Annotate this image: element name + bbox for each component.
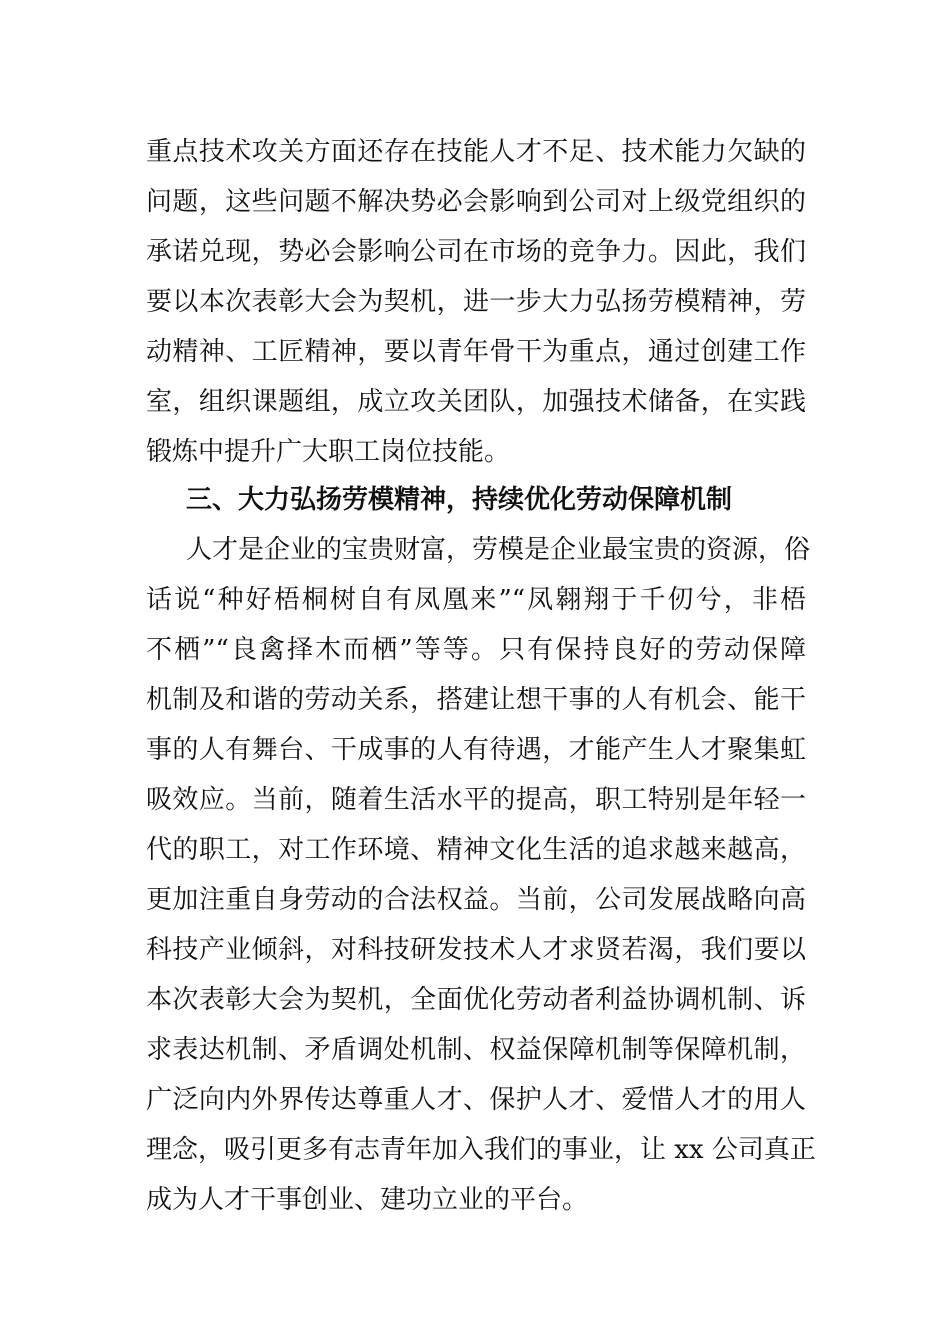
paragraph-line: 代的职工，对工作环境、精神文化生活的追求越来越高， — [146, 835, 806, 865]
paragraph-line: 不栖”“良禽择木而栖”等等。只有保持良好的劳动保障 — [146, 635, 806, 665]
paragraph-line: 室，组织课题组，成立攻关团队，加强技术储备，在实践 — [146, 387, 806, 417]
paragraph-line: 问题，这些问题不解决势必会影响到公司对上级党组织的 — [146, 187, 806, 217]
paragraph-line: 事的人有舞台、干成事的人有待遇，才能产生人才聚集虹 — [146, 735, 806, 765]
section-heading: 三、大力弘扬劳模精神，持续优化劳动保障机制 — [186, 485, 733, 515]
paragraph-line: 科技产业倾斜，对科技研发技术人才求贤若渴，我们要以 — [146, 935, 806, 965]
paragraph-line: 更加注重自身劳动的合法权益。当前，公司发展战略向高 — [146, 885, 806, 915]
paragraph-line: 话说“种好梧桐树自有凤凰来”“凤翱翔于千仞兮，非梧 — [146, 585, 806, 615]
paragraph-line: 承诺兑现，势必会影响公司在市场的竞争力。因此，我们 — [146, 237, 806, 267]
paragraph-line: 人才是企业的宝贵财富，劳模是企业最宝贵的资源，俗 — [186, 535, 811, 565]
paragraph-line: 锻炼中提升广大职工岗位技能。 — [146, 437, 511, 467]
paragraph-line: 重点技术攻关方面还存在技能人才不足、技术能力欠缺的 — [146, 137, 806, 167]
paragraph-line: 动精神、工匠精神，要以青年骨干为重点，通过创建工作 — [146, 337, 806, 367]
paragraph-line: 吸效应。当前，随着生活水平的提高，职工特别是年轻一 — [146, 785, 806, 815]
paragraph-line: 本次表彰大会为契机，全面优化劳动者利益协调机制、诉 — [146, 985, 806, 1015]
paragraph-line: 求表达机制、矛盾调处机制、权益保障机制等保障机制， — [146, 1035, 806, 1065]
paragraph-line: 广泛向内外界传达尊重人才、保护人才、爱惜人才的用人 — [146, 1085, 806, 1115]
paragraph-line: 成为人才干事创业、建功立业的平台。 — [146, 1185, 589, 1215]
paragraph-line: 理念，吸引更多有志青年加入我们的事业，让 xx 公司真正 — [146, 1135, 816, 1165]
paragraph-line: 要以本次表彰大会为契机，进一步大力弘扬劳模精神，劳 — [146, 287, 806, 317]
paragraph-line: 机制及和谐的劳动关系，搭建让想干事的人有机会、能干 — [146, 685, 806, 715]
